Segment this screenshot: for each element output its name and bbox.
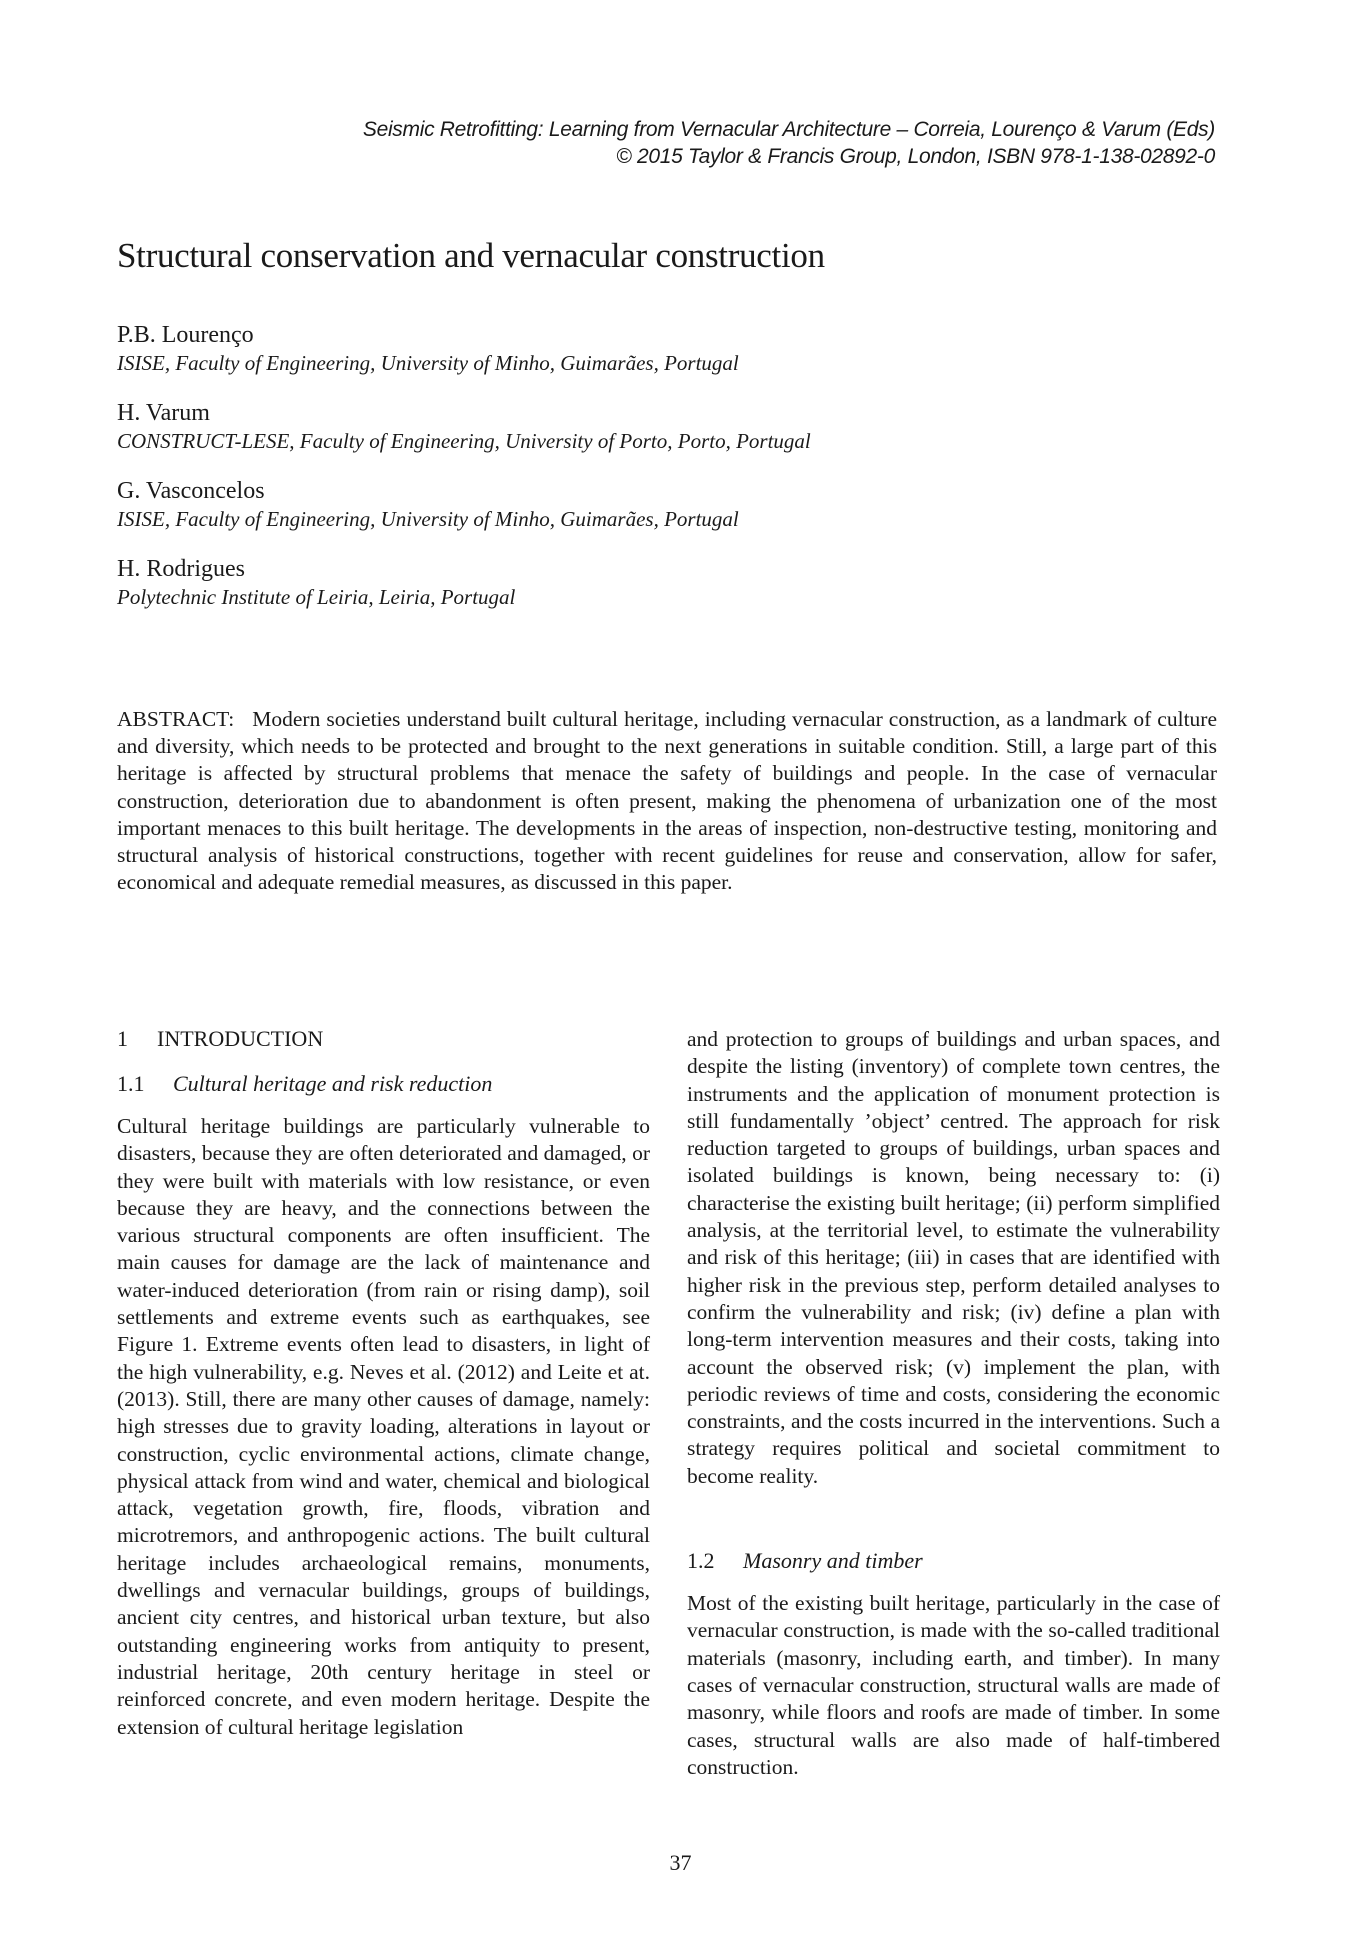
section-heading [117, 1025, 650, 1053]
running-head [363, 116, 1215, 170]
running-head-copyright: © 2015 Taylor & Francis Group, London, ISBN 978-1-138-02892-0 [616, 145, 1215, 168]
author-entry [117, 398, 811, 455]
body-paragraph: Most of the existing built heritage, particularly in the case of vernacular construction, is made with the so-called traditional materials (masonry, including earth, and timber). In many cases of vernacular construction, structural walls are made of masonry, while floors and roofs are made of timber. In some cases, structural walls are also made of half-timbered construction. [687, 1591, 1220, 1779]
section-title: INTRODUCTION [157, 1026, 324, 1051]
author-affiliation: Polytechnic Institute of Leiria, Leiria, Portugal [117, 585, 516, 609]
abstract-label: ABSTRACT: [117, 707, 235, 731]
abstract-text: Modern societies understand built cultural heritage, including vernacular construction, as a landmark of culture and diversity, which needs to be protected and brought to the next generations in suitable condition. Still, a large part of this heritage is affected by structural problems that menace the safety of buildings and people. In the case of vernacular construction, deterioration due to abandonment is often present, making the phenomena of urbanization one of the most important menaces to this built heritage. The developments in the areas of inspection, non-destructive testing, monitoring and structural analysis of historical constructions, together with recent guidelines for reuse and conservation, allow for safer, economical and adequate remedial measures, as discussed in this paper. [117, 707, 1217, 895]
author-affiliation: ISISE, Faculty of Engineering, University of Minho, Guimarães, Portugal [117, 507, 739, 531]
author-entry [117, 476, 811, 533]
author-list [117, 320, 811, 632]
left-column [117, 1025, 650, 1741]
right-column [687, 1026, 1220, 1781]
author-entry [117, 320, 811, 377]
subsection-heading [117, 1070, 650, 1098]
body-paragraph: and protection to groups of buildings and urban spaces, and despite the listing (inventory) of complete town centres, the instruments and the application of monument protection is still fundamentally ’object’ centred. The approach for risk reduction targeted to groups of buildings, urban spaces and isolated buildings is known, being necessary to: (i) characterise the existing built heritage; (ii) perform simplified analysis, at the territorial level, to estimate the vulnerability and risk of this heritage; (iii) in cases that are identified with higher risk in the previous step, perform detailed analyses to confirm the vulnerability and risk; (iv) define a plan with long-term intervention measures and their costs, taking into account the observed risk; (v) implement the plan, with periodic reviews of time and costs, considering the economic constraints, and the costs incurred in the interventions. Such a strategy requires political and societal commitment to become reality. [687, 1027, 1220, 1488]
subsection-title: Cultural heritage and risk reduction [173, 1071, 493, 1096]
author-affiliation: ISISE, Faculty of Engineering, University of Minho, Guimarães, Portugal [117, 351, 739, 375]
author-affiliation: CONSTRUCT-LESE, Faculty of Engineering, University of Porto, Porto, Portugal [117, 429, 811, 453]
abstract [117, 706, 1217, 896]
author-name: P.B. Lourenço [117, 322, 254, 348]
paper-title: Structural conservation and vernacular construction [117, 236, 825, 275]
subsection-title: Masonry and timber [743, 1548, 923, 1574]
subsection-number: 1.1 [117, 1071, 145, 1096]
section-number: 1 [117, 1026, 128, 1051]
subsection-heading [687, 1547, 1220, 1575]
author-name: H. Varum [117, 400, 210, 426]
body-paragraph: Cultural heritage buildings are particularly vulnerable to disasters, because they are often deteriorated and damaged, or they were built with materials with low resistance, or even because they are heavy, and the connections between the various structural components are often insufficient. The main causes for damage are the lack of maintenance and water-induced deterioration (from rain or rising damp), soil settlements and extreme events such as earthquakes, see Figure 1. Extreme events often lead to disasters, in light of the high vulnerability, e.g. Neves et al. (2012) and Leite et at. (2013). Still, there are many other causes of damage, namely: high stresses due to gravity loading, alterations in layout or construction, cyclic environmental actions, climate change, physical attack from wind and water, chemical and biological attack, vegetation growth, fire, floods, vibration and microtremors, and anthropogenic actions. The built cultural heritage includes archaeological remains, monuments, dwellings and vernacular buildings, groups of buildings, ancient city centres, and historical urban texture, but also outstanding engineering works from antiquity to present, industrial heritage, 20th century heritage in steel or reinforced concrete, and even modern heritage. Despite the extension of cultural heritage legislation [117, 1114, 650, 1739]
running-head-book-title: Seismic Retrofitting: Learning from Vernacular Architecture – Correia, Lourenço & Varum (Eds) [362, 118, 1215, 141]
subsection-number: 1.2 [687, 1548, 715, 1574]
page-number: 37 [669, 1850, 692, 1875]
author-name: G. Vasconcelos [117, 478, 265, 504]
author-name: H. Rodrigues [117, 556, 245, 582]
author-entry [117, 554, 811, 611]
